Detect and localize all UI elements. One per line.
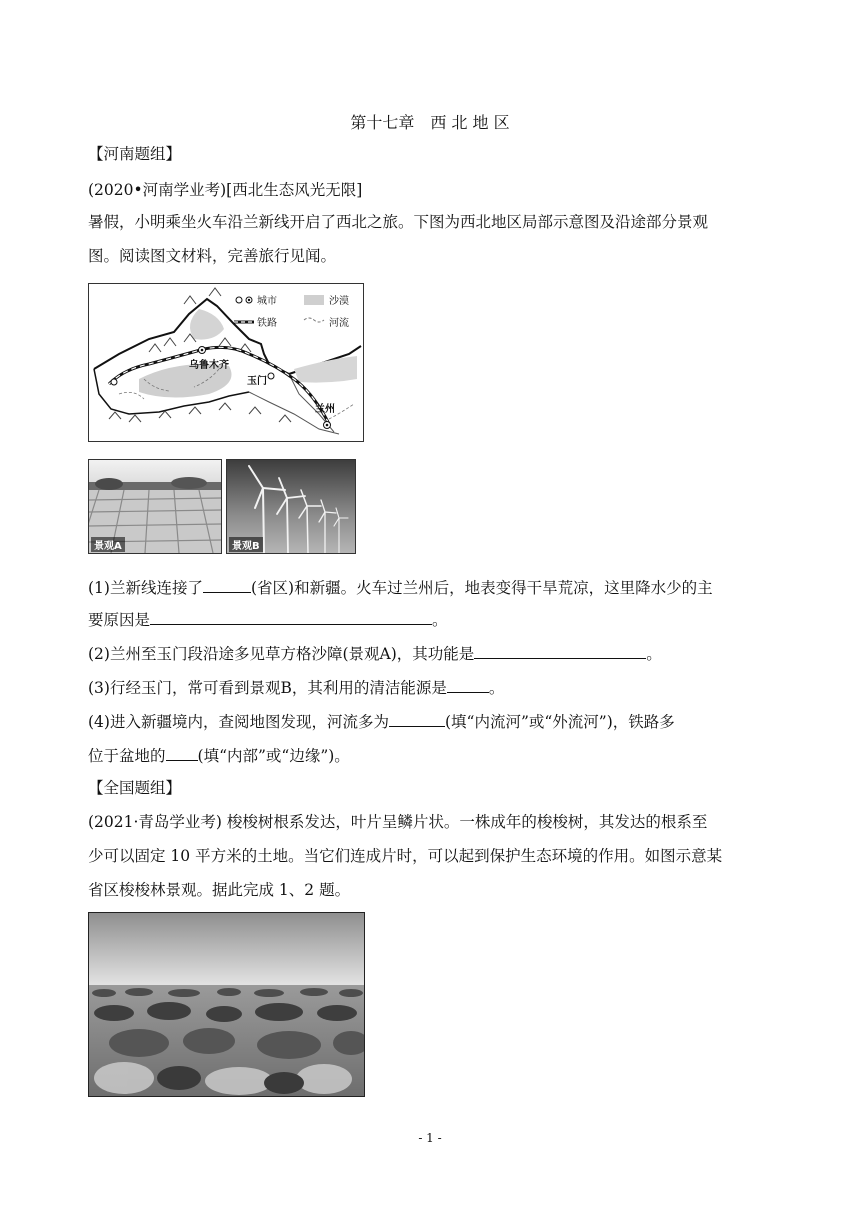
question-4-line-2 bbox=[88, 744, 350, 766]
scene-b-photo bbox=[226, 459, 356, 554]
city-label-urumqi: 乌鲁木齐 bbox=[189, 360, 229, 371]
q3-answer-blank[interactable] bbox=[447, 676, 489, 693]
q1-answer-blank-1[interactable] bbox=[203, 576, 251, 593]
q4-text-c: 位于盆地的 bbox=[88, 747, 166, 765]
legend-railway: 铁路 bbox=[257, 318, 277, 329]
question-2 bbox=[88, 642, 662, 664]
q1-text-a: (1)兰新线连接了 bbox=[88, 579, 203, 597]
q4-text-a: (4)进入新疆境内，查阅地图发现，河流多为 bbox=[88, 713, 389, 731]
legend-desert: 沙漠 bbox=[329, 296, 349, 307]
q1-text-c: 要原因是 bbox=[88, 611, 151, 629]
question-1-line-1 bbox=[88, 576, 713, 598]
q1-text-b: (省区)和新疆。火车过兰州后，地表变得干旱荒凉，这里降水少的主 bbox=[250, 579, 713, 597]
q4-text-d: (填“内部”或“边缘”)。 bbox=[197, 747, 350, 765]
national-line-2: 少可以固定 10 平方米的土地。当它们连成片时，可以起到保护生态环境的作用。如图示意某 bbox=[88, 847, 723, 865]
intro-line-1: 暑假，小明乘坐火车沿兰新线开启了西北之旅。下图为西北地区局部示意图及沿途部分景观 bbox=[88, 213, 709, 231]
q2-text-b: 。 bbox=[646, 645, 662, 663]
q4-answer-blank-1[interactable] bbox=[389, 710, 445, 727]
q4-text-b: (填“内流河”或“外流河”)，铁路多 bbox=[444, 713, 675, 731]
question-1-line-2 bbox=[88, 608, 448, 630]
scene-a-photo bbox=[88, 459, 222, 554]
scene-b-label: 景观B bbox=[229, 537, 263, 552]
question-4-line-1 bbox=[88, 710, 675, 732]
legend-river: 河流 bbox=[329, 318, 349, 329]
chapter-title: 第十七章 西 北 地 区 bbox=[350, 113, 510, 132]
intro-line-2: 图。阅读图文材料，完善旅行见闻。 bbox=[88, 247, 337, 265]
page-number: - 1 - bbox=[418, 1131, 442, 1145]
q1-text-d: 。 bbox=[432, 611, 448, 629]
national-line-3: 省区梭梭林景观。据此完成 1、2 题。 bbox=[88, 881, 351, 899]
northwest-map bbox=[88, 283, 364, 442]
city-label-yumen: 玉门 bbox=[247, 376, 267, 387]
haloxylon-forest-photo bbox=[88, 912, 365, 1097]
q2-answer-blank[interactable] bbox=[474, 642, 646, 659]
city-label-lanzhou: 兰州 bbox=[315, 404, 335, 415]
q3-text-b: 。 bbox=[488, 679, 505, 697]
legend-city: 城市 bbox=[257, 296, 277, 307]
question-3 bbox=[88, 676, 504, 698]
national-line-1: (2021·青岛学业考) 梭梭树根系发达，叶片呈鳞片状。一株成年的梭梭树，其发达的根系至 bbox=[88, 813, 708, 831]
q1-answer-blank-2[interactable] bbox=[150, 608, 432, 625]
scene-a-label: 景观A bbox=[91, 537, 125, 552]
q4-answer-blank-2[interactable] bbox=[166, 744, 198, 761]
q2-text-a: (2)兰州至玉门段沿途多见草方格沙障(景观A)，其功能是 bbox=[88, 645, 475, 663]
section-national-heading: 【全国题组】 bbox=[88, 779, 182, 797]
q3-text-a: (3)行经玉门，常可看到景观B，其利用的清洁能源是 bbox=[88, 679, 447, 697]
section-henan-heading: 【河南题组】 bbox=[88, 145, 182, 163]
henan-source: (2020•河南学业考)[西北生态风光无限] bbox=[88, 181, 363, 199]
